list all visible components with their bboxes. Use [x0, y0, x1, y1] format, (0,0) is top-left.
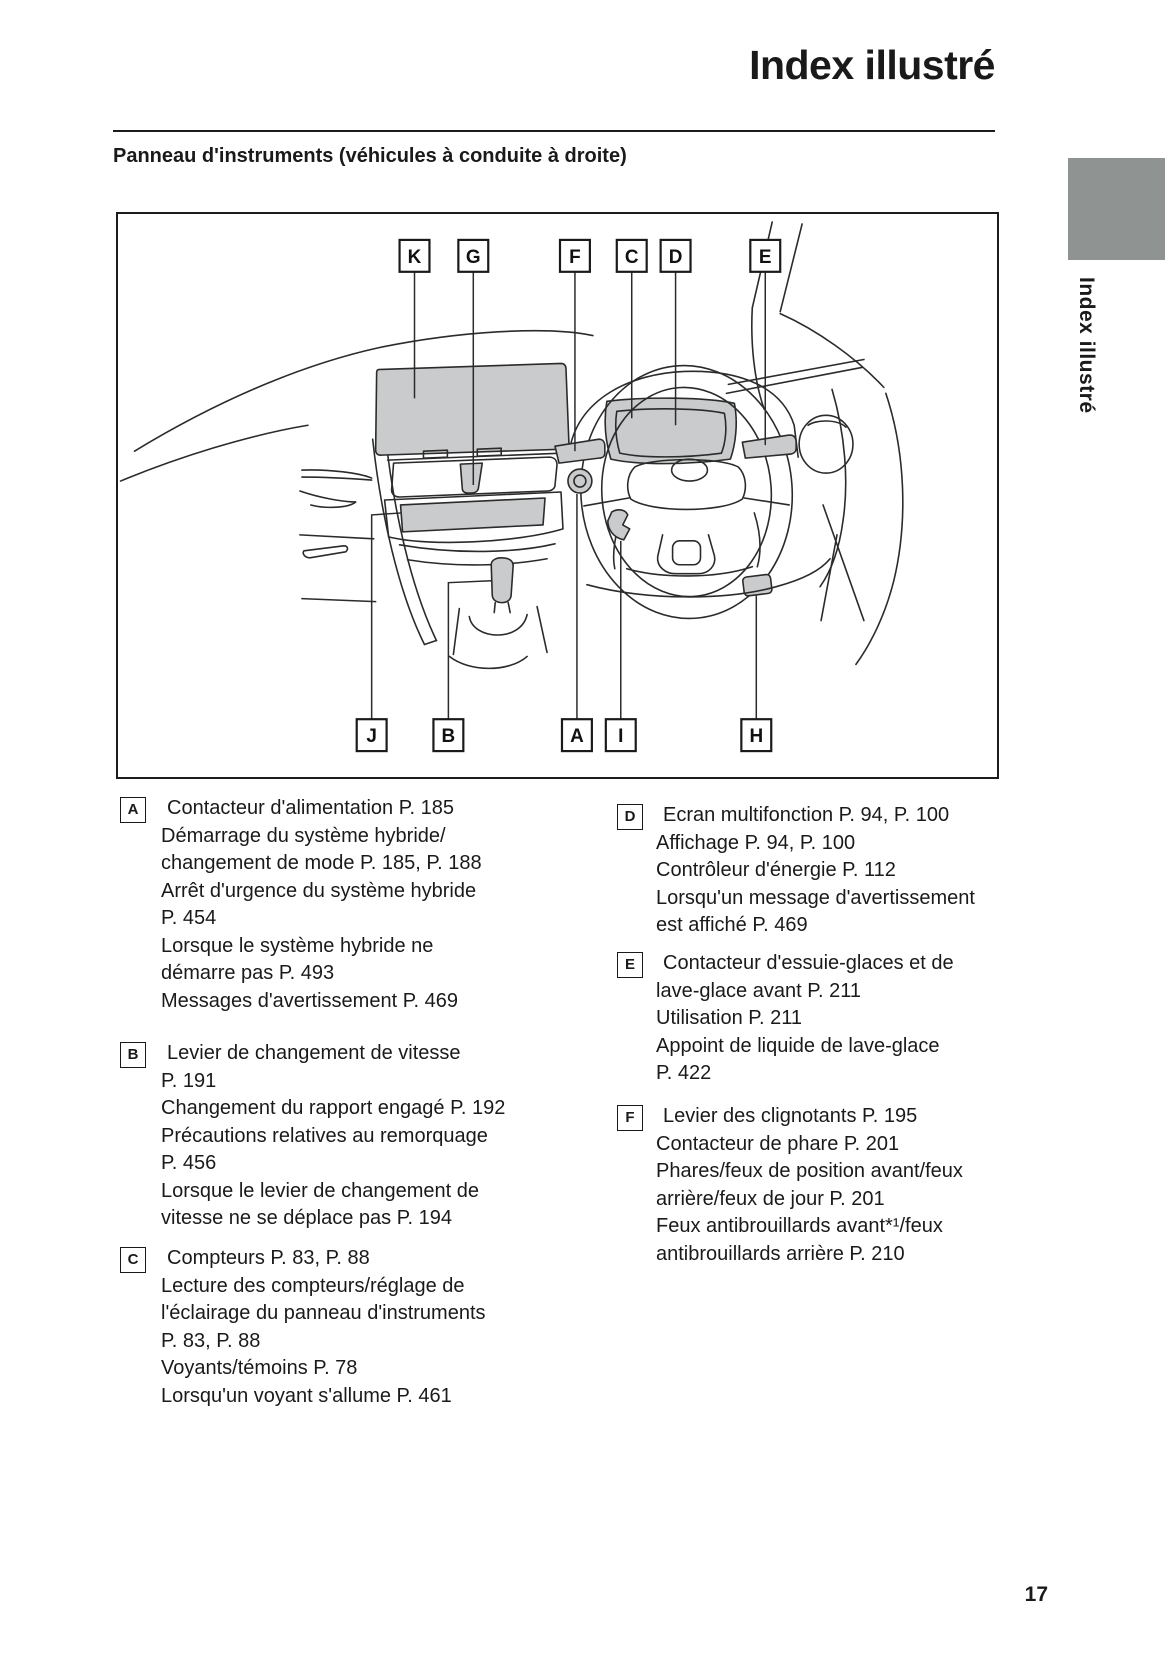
- index-entry-C: [120, 1245, 486, 1410]
- entry-line: Contacteur d'essuie-glaces et de: [663, 952, 954, 974]
- entry-line: Appoint de liquide de lave-glace: [656, 1034, 940, 1057]
- entry-line: Lecture des compteurs/réglage de: [161, 1274, 465, 1297]
- callout-F-letter: F: [569, 246, 581, 268]
- callout-F: [560, 240, 590, 272]
- entry-line: Précautions relatives au remorquage: [161, 1124, 488, 1147]
- callout-I-letter: I: [618, 726, 624, 748]
- entry-line: Changement du rapport engagé P. 192: [161, 1097, 506, 1119]
- index-entry-A: [120, 795, 482, 1015]
- callout-J-letter: J: [366, 726, 377, 748]
- callout-D-letter: D: [668, 246, 683, 268]
- entry-line: P. 83, P. 88: [161, 1329, 261, 1352]
- entry-line: Lorsque le levier de changement de: [161, 1179, 479, 1202]
- entry-letter-box: A: [120, 797, 146, 823]
- entry-line: Contacteur de phare P. 201: [656, 1132, 900, 1155]
- entry-line: antibrouillards arrière P. 210: [656, 1242, 905, 1265]
- entry-line: Levier des clignotants P. 195: [663, 1105, 918, 1127]
- callout-C-letter: C: [624, 246, 639, 268]
- callout-K-letter: K: [407, 246, 422, 268]
- entry-letter-box: C: [120, 1247, 146, 1273]
- index-entry-E: [617, 950, 954, 1088]
- section-heading: Panneau d'instruments (véhicules à conduite à droite): [113, 145, 627, 167]
- entry-line: P. 454: [161, 907, 217, 929]
- tray-latch: [460, 463, 482, 493]
- entry-line: P. 456: [161, 1152, 217, 1174]
- chapter-tab: [1068, 158, 1165, 260]
- wiper-lever: [742, 435, 796, 458]
- entry-line: P. 191: [161, 1069, 217, 1092]
- entry-line: lave-glace avant P. 211: [656, 979, 861, 1002]
- callout-H: [741, 719, 771, 751]
- entry-line: est affiché P. 469: [656, 914, 808, 936]
- entry-letter-box: D: [617, 804, 643, 830]
- power-switch: [568, 469, 592, 493]
- entry-line: Utilisation P. 211: [656, 1007, 803, 1029]
- dashboard-diagram-frame: [116, 212, 999, 779]
- entry-line: Voyants/témoins P. 78: [161, 1357, 358, 1379]
- callout-A: [562, 719, 592, 751]
- entry-line: Compteurs P. 83, P. 88: [167, 1247, 370, 1269]
- trim-panel: [401, 498, 545, 532]
- callout-G-letter: G: [465, 246, 481, 268]
- callout-H-letter: H: [749, 726, 764, 748]
- entry-line: arrière/feux de jour P. 201: [656, 1187, 885, 1210]
- entry-line: Messages d'avertissement P. 469: [161, 989, 458, 1012]
- entry-line: Lorsqu'un message d'avertissement: [656, 886, 975, 909]
- shift-lever-area: [449, 558, 547, 669]
- callout-D: [661, 240, 691, 272]
- index-entry-D: [617, 802, 975, 940]
- callout-E: [750, 240, 780, 272]
- callout-C: [617, 240, 647, 272]
- leader-J: [372, 513, 402, 719]
- page-number: 17: [1024, 1583, 1048, 1606]
- entry-letter-box: B: [120, 1042, 146, 1068]
- entry-line: Lorsqu'un voyant s'allume P. 461: [161, 1384, 452, 1407]
- callout-I: [606, 719, 636, 751]
- multimedia-screen: [376, 363, 569, 455]
- dashboard-line-art: [118, 214, 997, 777]
- index-entry-B: [120, 1040, 505, 1233]
- callout-B-letter: B: [441, 726, 456, 748]
- entry-line: Arrêt d'urgence du système hybride: [161, 879, 477, 902]
- callout-K: [400, 240, 430, 272]
- leader-B: [448, 581, 491, 720]
- entry-line: Affichage P. 94, P. 100: [656, 831, 856, 854]
- entry-line: Feux antibrouillards avant*¹/feux: [656, 1215, 943, 1237]
- callout-J: [357, 719, 387, 751]
- entry-line: changement de mode P. 185, P. 188: [161, 852, 482, 874]
- entry-line: Phares/feux de position avant/feux: [656, 1160, 963, 1182]
- entry-line: Démarrage du système hybride/: [161, 824, 446, 847]
- entry-letter-box: E: [617, 952, 643, 978]
- page-title: Index illustré: [749, 42, 995, 88]
- entry-line: l'éclairage du panneau d'instruments: [161, 1302, 486, 1324]
- side-air-vent: [799, 415, 853, 473]
- center-stack: [373, 363, 569, 644]
- entry-line: Levier de changement de vitesse: [167, 1042, 461, 1064]
- entry-line: P. 422: [656, 1062, 712, 1084]
- entry-line: Contrôleur d'énergie P. 112: [656, 859, 896, 881]
- entry-line: Lorsque le système hybride ne: [161, 934, 434, 957]
- entry-line: démarre pas P. 493: [161, 962, 335, 984]
- callout-A-letter: A: [570, 726, 584, 748]
- callout-B: [433, 719, 463, 751]
- callout-G: [458, 240, 488, 272]
- entry-line: Ecran multifonction P. 94, P. 100: [663, 804, 950, 826]
- shift-knob: [491, 558, 513, 603]
- entry-line: vitesse ne se déplace pas P. 194: [161, 1207, 452, 1229]
- callout-E-letter: E: [758, 246, 772, 268]
- header-rule: [113, 130, 995, 132]
- entry-line: Contacteur d'alimentation P. 185: [167, 797, 454, 819]
- index-entry-F: [617, 1103, 963, 1268]
- chapter-tab-label: Index illustré: [1075, 277, 1098, 414]
- entry-letter-box: F: [617, 1105, 643, 1131]
